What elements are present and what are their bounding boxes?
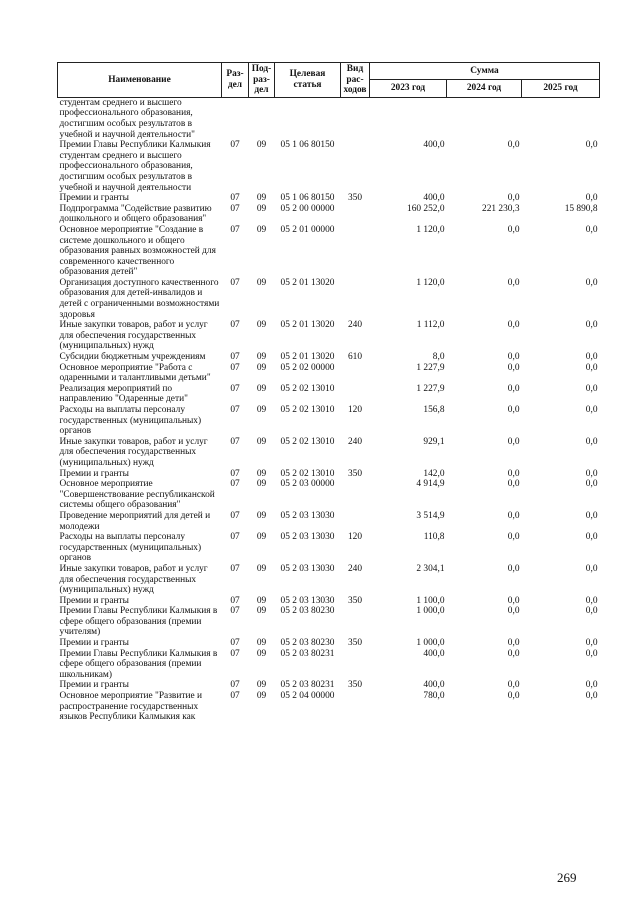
row-vid [341,140,370,193]
row-name: студентам среднего и высшего профессионального образования, достигшим особых результатов в учебной и научной деятельности" [59,97,195,140]
row-razdel [222,97,249,140]
row-razdel: 07 [230,563,240,574]
row-razdel: 07 [230,405,240,415]
row-razdel: 07 [230,203,240,214]
row-sum-2023: 110,8 [423,532,445,543]
budget-table [57,62,600,723]
row-sum-2025: 0,0 [585,362,598,373]
row-razdel: 07 [230,638,240,649]
row-name: Основное мероприятие "Создание в системе дошкольного и общего образования равных возможностей для современного качественного образования детей" [59,224,216,278]
table-row [58,225,600,278]
row-sum-2023: 2 304,1 [416,563,445,574]
row-target: 05 2 02 13010 [280,405,335,415]
header-2024: 2024 год [447,80,522,97]
row-vid: 120 [347,532,363,543]
table-row [58,638,600,649]
row-sum-2023: 1 112,0 [416,320,445,331]
row-podrazdel: 09 [256,606,267,617]
row-podrazdel: 09 [256,436,267,447]
row-sum-2025: 0,0 [585,320,598,331]
row-sum-2025: 0,0 [585,691,598,702]
row-sum-2024: 0,0 [507,648,520,659]
row-sum-2024 [447,97,522,140]
row-sum-2023: 3 514,9 [416,510,445,521]
row-sum-2025: 0,0 [585,277,598,288]
row-razdel: 07 [230,606,240,617]
row-target: 05 2 02 13010 [280,383,335,394]
row-vid [341,204,370,225]
table-row [58,405,600,437]
table-row [58,320,600,352]
row-name: Организация доступного качественного образования для детей-инвалидов и детей с ограниченными возможностями здоровья [59,277,220,320]
row-sum-2024: 0,0 [507,320,520,331]
row-sum-2025: 0,0 [585,436,598,447]
row-vid: 120 [347,405,363,415]
row-razdel: 07 [230,362,240,373]
table-row [58,469,600,480]
row-sum-2024: 0,0 [507,532,520,543]
row-sum-2025: 0,0 [585,383,598,394]
row-target: 05 2 01 13020 [280,277,335,288]
row-razdel: 07 [230,691,240,702]
table-row [58,532,600,564]
row-vid: 350 [347,638,363,649]
row-podrazdel: 09 [256,468,267,479]
row-vid: 350 [347,468,363,479]
row-vid: 610 [347,352,363,363]
row-sum-2023: 1 120,0 [416,224,445,235]
row-podrazdel: 09 [256,563,267,574]
row-target: 05 2 03 80230 [280,606,335,617]
row-sum-2024: 0,0 [507,691,520,702]
row-target: 05 2 02 13010 [280,436,335,447]
table-row [58,278,600,320]
row-target: 05 2 01 13020 [280,320,335,331]
row-target: 05 2 03 13030 [280,563,335,574]
row-sum-2023: 400,0 [423,680,445,691]
table-row [58,606,600,638]
row-target: 05 2 03 13030 [280,510,335,521]
row-sum-2023 [370,97,447,140]
row-podrazdel: 09 [256,352,267,363]
row-name: Проведение мероприятий для детей и молодежи [59,510,211,532]
row-vid [341,225,370,278]
table-row [58,384,600,405]
table-row [58,479,600,511]
row-sum-2025: 0,0 [585,648,598,659]
row-razdel: 07 [230,468,240,479]
header-2023: 2023 год [370,80,447,97]
row-name: Реализация мероприятий по направлению "Одаренные дети" [59,383,188,405]
row-name: Премии Главы Республики Калмыкия студентам среднего и высшего профессионального образования, достигшим особых результатов в учебной и научной деятельности [59,140,211,193]
row-sum-2023: 780,0 [423,691,445,702]
row-target: 05 2 01 00000 [280,224,335,235]
row-sum-2023: 1 000,0 [416,638,445,649]
row-razdel: 07 [230,436,240,447]
row-name: Основное мероприятие "Совершенствование республиканской системы общего образования" [59,479,215,511]
row-sum-2025: 0,0 [585,606,598,617]
row-name: Премии Главы Республики Калмыкия в сфере общего образования (премии учителям) [59,606,218,638]
table-row [58,97,600,140]
table-row [58,193,600,204]
row-vid [341,384,370,405]
row-razdel: 07 [230,277,240,288]
row-razdel: 07 [230,383,240,394]
row-sum-2024: 0,0 [507,510,520,521]
row-razdel: 07 [230,193,240,204]
table-body [58,97,600,723]
row-target: 05 2 04 00000 [280,691,335,702]
row-sum-2023: 1 227,9 [416,362,445,373]
row-sum-2024: 0,0 [507,140,520,151]
row-podrazdel: 09 [256,532,267,543]
row-sum-2025: 0,0 [585,352,598,363]
row-name: Премии и гранты [59,193,129,204]
row-razdel: 07 [230,479,240,490]
row-razdel: 07 [230,140,240,151]
row-name: Иные закупки товаров, работ и услуг для обеспечения государственных (муниципальных) нужд [59,436,208,468]
row-vid [341,479,370,511]
row-razdel: 07 [230,224,240,235]
row-podrazdel: 09 [256,277,267,288]
row-vid: 240 [347,436,363,447]
row-sum-2024: 0,0 [507,468,520,479]
row-sum-2025: 0,0 [585,468,598,479]
row-target: 05 2 00 00000 [280,203,335,214]
row-name: Подпрограмма "Содействие развитию дошкольного и общего образования" [59,203,212,225]
table-row [58,596,600,607]
row-podrazdel [249,97,275,140]
row-razdel: 07 [230,595,240,606]
header-target: Целевая статья [275,63,341,98]
row-sum-2023: 1 227,9 [416,383,445,394]
row-target: 05 2 01 13020 [280,352,335,363]
row-razdel: 07 [230,680,240,691]
table-row [58,511,600,532]
row-sum-2024: 0,0 [507,383,520,394]
row-razdel: 07 [230,320,240,331]
row-podrazdel: 09 [256,383,267,394]
page-number: 269 [557,870,577,885]
row-podrazdel: 09 [256,680,267,691]
row-sum-2023: 1 120,0 [416,277,445,288]
row-razdel: 07 [230,352,240,363]
row-sum-2024: 0,0 [507,680,520,691]
header-name: Наименование [58,63,222,98]
row-target: 05 2 02 00000 [280,362,335,373]
row-sum-2024: 0,0 [507,595,520,606]
row-target: 05 2 03 13030 [280,532,335,543]
table-header [58,63,600,98]
table-row [58,140,600,193]
row-sum-2025: 0,0 [585,563,598,574]
row-name: Основное мероприятие "Работа с одаренными и талантливыми детьми" [59,362,211,384]
row-sum-2024: 0,0 [507,277,520,288]
row-vid: 350 [347,680,363,691]
header-podrazdel: Под-раз-дел [249,63,275,98]
row-sum-2023: 929,1 [423,436,445,447]
row-podrazdel: 09 [256,320,267,331]
table-row [58,352,600,363]
row-sum-2025: 0,0 [585,532,598,543]
table-row [58,649,600,681]
row-target: 05 2 03 13030 [280,595,335,606]
row-target: 05 2 02 13010 [280,468,335,479]
row-sum-2024: 0,0 [507,606,520,617]
row-vid [341,511,370,532]
row-sum-2023: 400,0 [423,140,445,151]
row-razdel: 07 [230,532,240,543]
header-2025: 2025 год [522,80,600,97]
row-target: 05 1 06 80150 [280,140,335,151]
row-vid [341,649,370,681]
header-sum: Сумма [370,63,600,80]
row-name: Премии Главы Республики Калмыкия в сфере общего образования (премии школьникам) [59,648,218,680]
row-sum-2024: 0,0 [507,405,520,415]
header-razdel: Раз-дел [222,63,249,98]
table-row [58,564,600,596]
row-vid [341,97,370,140]
row-sum-2024: 221 230,3 [482,203,520,214]
row-target: 05 2 03 80230 [280,638,335,649]
header-vid: Вид рас-ходов [341,63,370,98]
row-podrazdel: 09 [256,362,267,373]
table-row [58,363,600,384]
row-sum-2025: 0,0 [585,405,598,415]
row-sum-2023: 160 252,0 [407,203,445,214]
row-vid: 240 [347,320,363,331]
row-podrazdel: 09 [256,203,267,214]
row-vid [341,278,370,320]
row-sum-2024: 0,0 [507,436,520,447]
row-sum-2023: 142,0 [423,468,445,479]
table-row [58,437,600,469]
row-vid [341,606,370,638]
row-sum-2023: 8,0 [432,352,445,363]
row-sum-2025: 0,0 [585,638,598,649]
row-name: Расходы на выплаты персоналу государственных (муниципальных) органов [59,405,202,437]
row-name: Основное мероприятие "Развитие и распространение государственных языков Республики Калмыкия как [59,691,202,723]
row-name: Премии и гранты [59,680,129,691]
row-podrazdel: 09 [256,193,267,204]
row-sum-2025: 0,0 [585,140,598,151]
table-row [58,204,600,225]
row-podrazdel: 09 [256,648,267,659]
row-sum-2025: 0,0 [585,479,598,490]
row-podrazdel: 09 [256,510,267,521]
table-row [58,691,600,723]
row-sum-2023: 400,0 [423,648,445,659]
row-razdel: 07 [230,510,240,521]
row-vid: 350 [347,595,363,606]
row-sum-2024: 0,0 [507,193,520,204]
row-sum-2025 [522,97,600,140]
row-podrazdel: 09 [256,405,267,415]
row-sum-2024: 0,0 [507,563,520,574]
row-target: 05 1 06 80150 [280,193,335,204]
row-sum-2025: 15 890,8 [564,203,598,214]
row-sum-2023: 1 100,0 [416,595,445,606]
row-target: 05 2 03 00000 [280,479,335,490]
row-podrazdel: 09 [256,595,267,606]
row-target [275,97,341,140]
row-sum-2024: 0,0 [507,362,520,373]
row-sum-2025: 0,0 [585,680,598,691]
row-sum-2023: 1 000,0 [416,606,445,617]
row-name: Премии и гранты [59,638,129,649]
row-vid [341,363,370,384]
table-row [58,680,600,691]
row-podrazdel: 09 [256,479,267,490]
row-sum-2024: 0,0 [507,638,520,649]
row-sum-2023: 156,8 [423,405,445,415]
row-sum-2024: 0,0 [507,224,520,235]
row-name: Субсидии бюджетным учреждениям [59,352,206,363]
row-podrazdel: 09 [256,691,267,702]
row-name: Премии и гранты [59,468,129,479]
row-sum-2023: 400,0 [423,193,445,204]
row-podrazdel: 09 [256,140,267,151]
row-target: 05 2 03 80231 [280,680,335,691]
row-sum-2025: 0,0 [585,510,598,521]
row-sum-2025: 0,0 [585,193,598,204]
row-vid [341,691,370,723]
row-sum-2024: 0,0 [507,352,520,363]
row-sum-2025: 0,0 [585,595,598,606]
row-podrazdel: 09 [256,224,267,235]
row-name: Расходы на выплаты персоналу государственных (муниципальных) органов [59,532,202,564]
row-sum-2024: 0,0 [507,479,520,490]
row-name: Премии и гранты [59,595,129,606]
row-target: 05 2 03 80231 [280,648,335,659]
row-vid: 240 [347,563,363,574]
row-sum-2023: 4 914,9 [416,479,445,490]
row-vid: 350 [347,193,363,204]
row-name: Иные закупки товаров, работ и услуг для обеспечения государственных (муниципальных) нужд [59,563,208,596]
row-razdel: 07 [230,648,240,659]
row-name: Иные закупки товаров, работ и услуг для обеспечения государственных (муниципальных) нужд [59,320,208,352]
row-podrazdel: 09 [256,638,267,649]
row-sum-2025: 0,0 [585,224,598,235]
